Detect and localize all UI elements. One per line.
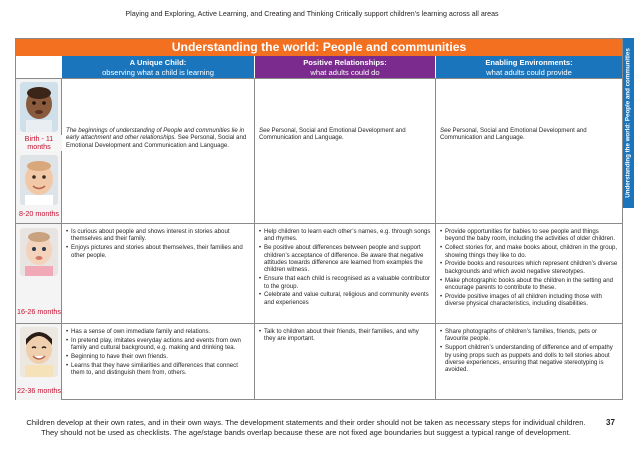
- cell-unique-child: [62, 224, 255, 323]
- cell-text-rest: Personal, Social and Emotional Development and Communication and Language.: [259, 127, 406, 142]
- cell-text: [66, 127, 250, 149]
- side-tab: [622, 38, 634, 208]
- age-band-16-26-months: [16, 223, 622, 323]
- cell-unique-child: [62, 324, 255, 400]
- column-title-unique-child: A Unique Child:: [129, 58, 187, 67]
- list-item: • Celebrate and value cultural, religious and community events and experiences: [259, 291, 431, 306]
- column-title-positive-relationships: Positive Relationships:: [303, 58, 387, 67]
- baby-photo-icon: [20, 155, 58, 205]
- list-item: • Be positive about differences between people and support children’s acceptance of difference. Be aware that negative attitudes towards difference are learned from examples the children witness.: [259, 244, 431, 274]
- bullet-list: [440, 228, 618, 308]
- cell-text-rest: See Personal, Social and Emotional Development and Communication and Language.: [66, 134, 247, 149]
- page-title: Understanding the world: People and communities: [16, 39, 622, 56]
- list-item: • Provide books and resources which represent children’s diverse backgrounds and which avoid negative stereotypes.: [440, 260, 618, 275]
- list-item: • Has a sense of own immediate family and relations.: [66, 328, 250, 335]
- cell-enabling-environments: [436, 324, 622, 400]
- bullet-list: [66, 328, 250, 377]
- age-band-22-36-months: [16, 323, 622, 400]
- cell-enabling-environments: [436, 224, 622, 323]
- cell-text-italic: See: [440, 127, 451, 134]
- cell-text-rest: Personal, Social and Emotional Development and Communication and Language.: [440, 127, 587, 142]
- cell-positive-relationships: [255, 79, 436, 223]
- cell-text: [259, 127, 431, 142]
- child-photo-icon: [20, 327, 58, 377]
- column-header-enabling-environments: [436, 56, 622, 78]
- baby-photo-icon: [20, 82, 58, 132]
- list-item: • Learns that they have similarities and differences that connect them to, and distinguish them from, others.: [66, 362, 250, 377]
- column-subtitle-unique-child: observing what a child is learning: [102, 67, 214, 77]
- toddler-photo-icon: [20, 228, 58, 276]
- page-number: 37: [606, 418, 615, 427]
- age-label-16-26: 16-26 months: [17, 307, 61, 316]
- age-label-8-20: 8-20 months: [19, 209, 59, 218]
- list-item: • Enjoys pictures and stories about themselves, their families and other people.: [66, 244, 250, 259]
- cell-enabling-environments: [436, 79, 622, 223]
- list-item: • Is curious about people and shows interest in stories about themselves and their family.: [66, 228, 250, 243]
- cell-text-italic: The beginnings of understanding of People and communities lie in early attachment and other relationships.: [66, 127, 245, 142]
- photo-column: [16, 224, 62, 323]
- bullet-list: [259, 228, 431, 306]
- top-heading: Playing and Exploring, Active Learning, and Creating and Thinking Critically support children’s learning across all areas: [125, 10, 499, 18]
- page-table: [15, 38, 623, 400]
- cell-text-italic: See: [259, 127, 270, 134]
- footer-line: Children develop at their own rates, and in their own ways. The development statements and their order should not be taken as necessary steps for individual children.: [26, 418, 586, 427]
- column-title-enabling-environments: Enabling Environments:: [485, 58, 573, 67]
- column-header-unique-child: [62, 56, 254, 78]
- photo-column: [16, 324, 62, 400]
- list-item: • Collect stories for, and make books about, children in the group, showing things they like to do.: [440, 244, 618, 259]
- list-item: • In pretend play, imitates everyday actions and events from own family and cultural background, e.g. making and drinking tea.: [66, 337, 250, 352]
- column-subtitle-positive-relationships: what adults could do: [310, 67, 380, 77]
- side-tab-label: Understanding the world: People and communities: [624, 48, 632, 198]
- list-item: • Share photographs of children’s families, friends, pets or favourite people.: [440, 328, 618, 343]
- list-item: • Beginning to have their own friends.: [66, 353, 250, 360]
- age-label-22-36: 22-36 months: [17, 386, 61, 395]
- column-subtitle-enabling-environments: what adults could provide: [486, 67, 572, 77]
- list-item: • Make photographic books about the children in the setting and encourage parents to contribute to these.: [440, 277, 618, 292]
- column-header-positive-relationships: [255, 56, 435, 78]
- cell-unique-child: [62, 79, 255, 223]
- footer-line: They should not be used as checklists. The age/stage bands overlap because these are not fixed age boundaries but suggest a typical range of development.: [41, 428, 571, 437]
- age-band-birth-20-months: [16, 78, 622, 223]
- list-item: • Support children’s understanding of difference and of empathy by using props such as puppets and dolls to tell stories about diverse experiences, ensuring that negative stereotyping is avoided.: [440, 344, 618, 374]
- cell-positive-relationships: [255, 324, 436, 400]
- photo-column: [16, 79, 62, 223]
- bullet-list: [66, 228, 250, 259]
- age-label-birth-11: Birth - 11 months: [16, 135, 62, 151]
- bullet-list: [440, 328, 618, 374]
- list-item: • Provide positive images of all children including those with diverse physical characteristics, including disabilities.: [440, 293, 618, 308]
- bullet-list: [259, 328, 431, 343]
- list-item: • Provide opportunities for babies to see people and things beyond the baby room, including the activities of older children.: [440, 228, 618, 243]
- list-item: • Ensure that each child is recognised as a valuable contributor to the group.: [259, 275, 431, 290]
- cell-positive-relationships: [255, 224, 436, 323]
- header-spacer: [16, 56, 62, 78]
- footer-note: [12, 418, 600, 438]
- list-item: • Talk to children about their friends, their families, and why they are important.: [259, 328, 431, 343]
- list-item: • Help children to learn each other’s names, e.g. through songs and rhymes.: [259, 228, 431, 243]
- cell-text: [440, 127, 618, 142]
